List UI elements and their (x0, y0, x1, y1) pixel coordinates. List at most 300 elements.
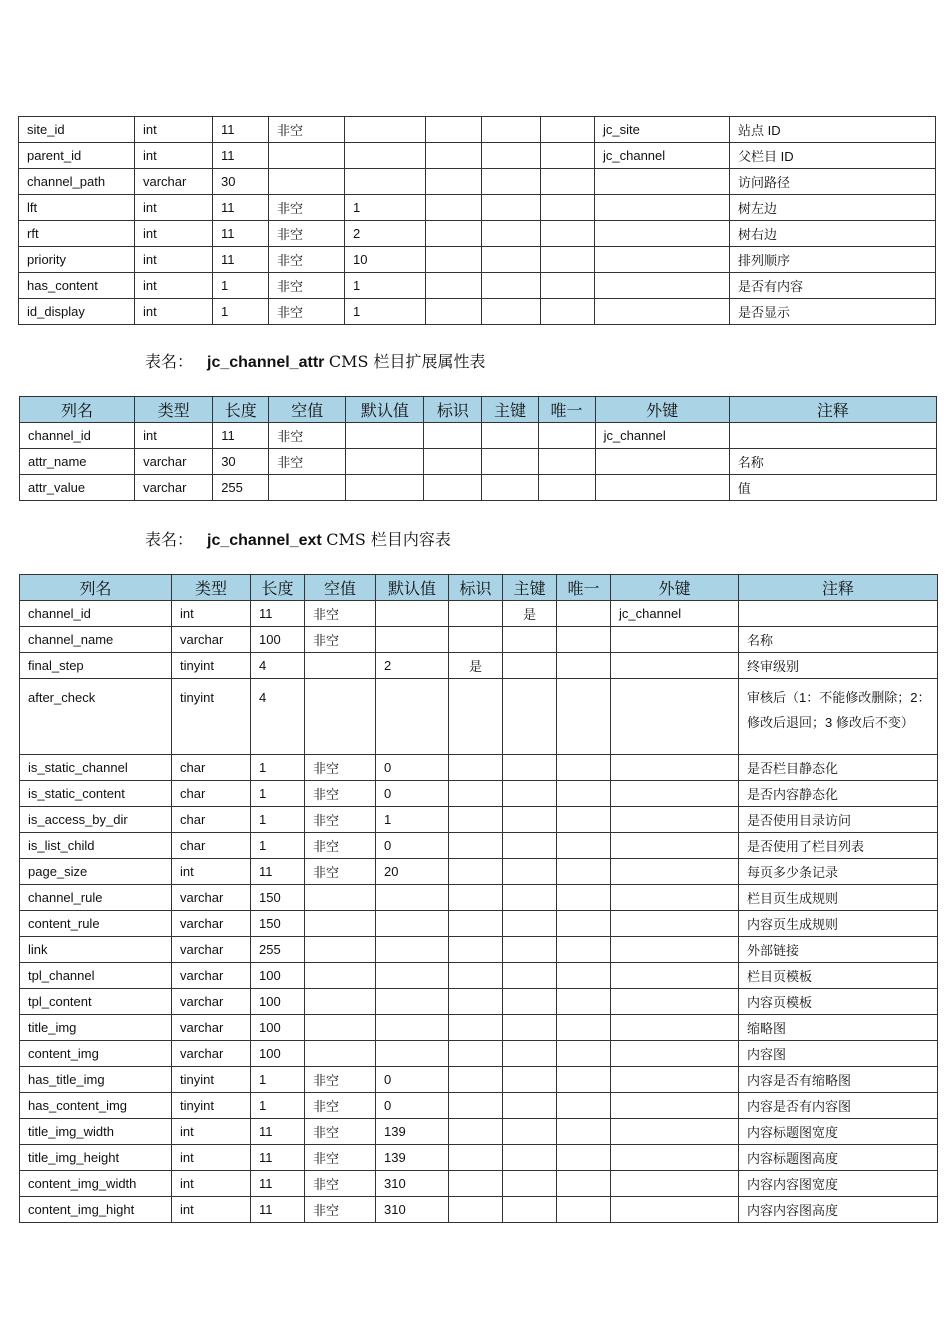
table-cell (611, 859, 739, 885)
table-cell: 内容内容图宽度 (739, 1171, 938, 1197)
table-row (20, 1067, 938, 1093)
table-cell (557, 601, 611, 627)
table-cell (503, 679, 557, 755)
table-cell (449, 1197, 503, 1223)
table-cell: title_img_width (20, 1119, 172, 1145)
table-cell (595, 299, 730, 325)
table-cell (729, 423, 936, 449)
table-cell: 139 (376, 1119, 449, 1145)
table-cell: char (172, 807, 251, 833)
table-cell (611, 755, 739, 781)
columns-table-continued (18, 116, 936, 325)
table-cell: char (172, 833, 251, 859)
table-row (19, 117, 936, 143)
table-cell: 0 (376, 1093, 449, 1119)
table-cell: int (135, 143, 213, 169)
table-cell (426, 247, 482, 273)
table-cell (482, 423, 538, 449)
table-cell (305, 911, 376, 937)
table-cell (482, 117, 541, 143)
table-cell (482, 221, 541, 247)
table-cell: int (135, 221, 213, 247)
table-cell: varchar (135, 449, 213, 475)
table-cell (557, 1119, 611, 1145)
caption-description: CMS 栏目扩展属性表 (328, 352, 486, 371)
table-cell (538, 423, 595, 449)
table-cell (557, 627, 611, 653)
table-row (19, 143, 936, 169)
table-body (19, 117, 936, 325)
table-cell (346, 423, 424, 449)
table-cell: jc_channel (611, 601, 739, 627)
column-header: 默认值 (346, 397, 424, 423)
table-cell (426, 273, 482, 299)
table-cell: 11 (251, 1119, 305, 1145)
table-cell: site_id (19, 117, 135, 143)
table-cell: title_img_height (20, 1145, 172, 1171)
table-cell (449, 807, 503, 833)
table-cell (611, 781, 739, 807)
table-cell (376, 963, 449, 989)
caption-table-name: jc_channel_ext (207, 532, 322, 549)
table-cell (376, 885, 449, 911)
table-cell: tinyint (172, 653, 251, 679)
table-cell (611, 1067, 739, 1093)
table-cell (595, 247, 730, 273)
table-cell: 非空 (305, 1119, 376, 1145)
table-cell: int (172, 859, 251, 885)
table-cell (449, 911, 503, 937)
table-cell: page_size (20, 859, 172, 885)
table-cell: char (172, 781, 251, 807)
table-cell: 11 (213, 195, 269, 221)
table-row (20, 937, 938, 963)
table-cell (557, 1015, 611, 1041)
table-cell (503, 781, 557, 807)
table-cell: priority (19, 247, 135, 273)
table-cell (376, 679, 449, 755)
table-cell (541, 195, 595, 221)
table-row (19, 221, 936, 247)
table-cell: varchar (172, 911, 251, 937)
table-cell (449, 1015, 503, 1041)
table-cell (611, 1093, 739, 1119)
column-header: 默认值 (376, 575, 449, 601)
table-cell (376, 1015, 449, 1041)
table-cell (611, 885, 739, 911)
table-cell (346, 449, 424, 475)
table-cell (305, 653, 376, 679)
table-cell: 1 (213, 273, 269, 299)
table-cell (503, 1171, 557, 1197)
table-cell: final_step (20, 653, 172, 679)
table-cell (557, 807, 611, 833)
table-cell: link (20, 937, 172, 963)
table-cell: int (135, 247, 213, 273)
table-cell: 缩略图 (739, 1015, 938, 1041)
table-cell: 4 (251, 653, 305, 679)
table-cell (503, 937, 557, 963)
table-row (20, 679, 938, 755)
table-cell: 非空 (305, 1171, 376, 1197)
table-cell: channel_id (20, 601, 172, 627)
table-cell: title_img (20, 1015, 172, 1041)
table-cell: 11 (251, 1197, 305, 1223)
table-cell (503, 989, 557, 1015)
table-cell: 内容内容图高度 (739, 1197, 938, 1223)
table-cell (482, 195, 541, 221)
table-cell (611, 627, 739, 653)
table-cell (449, 989, 503, 1015)
table-row (20, 1015, 938, 1041)
table-cell (541, 247, 595, 273)
table-cell: 非空 (305, 781, 376, 807)
table-cell: 值 (729, 475, 936, 501)
table-cell: 外部链接 (739, 937, 938, 963)
table-cell (557, 989, 611, 1015)
table-cell: varchar (135, 475, 213, 501)
table-cell (305, 679, 376, 755)
table-row (20, 1145, 938, 1171)
table-cell: int (135, 273, 213, 299)
table-cell (557, 833, 611, 859)
table-caption (145, 349, 486, 372)
table-cell (426, 195, 482, 221)
table-cell: 非空 (269, 449, 346, 475)
table-cell (482, 273, 541, 299)
table-cell (376, 627, 449, 653)
table-caption (145, 527, 451, 550)
table-row (20, 911, 938, 937)
table-cell: varchar (172, 885, 251, 911)
column-header: 注释 (739, 575, 938, 601)
table-cell: 名称 (739, 627, 938, 653)
column-header: 列名 (20, 575, 172, 601)
column-header: 空值 (305, 575, 376, 601)
table-cell (557, 859, 611, 885)
table-cell (376, 1041, 449, 1067)
table-cell: 11 (213, 143, 269, 169)
table-cell: 20 (376, 859, 449, 885)
column-header: 主键 (482, 397, 538, 423)
table-cell (557, 937, 611, 963)
table-cell: 255 (213, 475, 269, 501)
table-cell: int (172, 601, 251, 627)
table-cell (482, 169, 541, 195)
table-cell (449, 1171, 503, 1197)
table-cell (541, 273, 595, 299)
table-cell: has_content (19, 273, 135, 299)
table-row (20, 1119, 938, 1145)
table-cell (557, 755, 611, 781)
table-cell (557, 653, 611, 679)
table-cell: 11 (251, 859, 305, 885)
table-row (20, 1093, 938, 1119)
column-header: 长度 (251, 575, 305, 601)
table-cell: 100 (251, 1015, 305, 1041)
table-cell: tpl_content (20, 989, 172, 1015)
table-cell: is_list_child (20, 833, 172, 859)
table-cell (595, 273, 730, 299)
table-cell (541, 143, 595, 169)
table-cell (346, 475, 424, 501)
table-row (20, 475, 937, 501)
table-cell: 父栏目 ID (730, 143, 936, 169)
table-cell (611, 653, 739, 679)
table-cell (611, 1145, 739, 1171)
table-cell: 11 (213, 423, 269, 449)
table-cell: 非空 (305, 755, 376, 781)
table-cell (305, 885, 376, 911)
table-cell (611, 911, 739, 937)
table-cell: 非空 (269, 117, 345, 143)
table-cell: 树右边 (730, 221, 936, 247)
table-cell: 非空 (305, 807, 376, 833)
table-cell: 1 (345, 273, 426, 299)
table-cell: lft (19, 195, 135, 221)
header-row (20, 575, 938, 601)
table-cell: 1 (213, 299, 269, 325)
table-cell: channel_path (19, 169, 135, 195)
table-cell: 名称 (729, 449, 936, 475)
table-cell: 内容标题图宽度 (739, 1119, 938, 1145)
table-cell: 非空 (305, 1197, 376, 1223)
table-cell (541, 117, 595, 143)
table-row (19, 247, 936, 273)
table-cell (611, 989, 739, 1015)
table-cell (305, 1041, 376, 1067)
table-row (20, 885, 938, 911)
table-cell: 11 (251, 601, 305, 627)
table-row (20, 653, 938, 679)
table-cell (449, 1067, 503, 1093)
table-cell (611, 1171, 739, 1197)
table-cell: is_static_content (20, 781, 172, 807)
table-body (20, 423, 937, 501)
table-cell: 1 (376, 807, 449, 833)
table-cell: 11 (251, 1145, 305, 1171)
table-cell (269, 475, 346, 501)
table-row (20, 601, 938, 627)
table-cell: after_check (20, 679, 172, 755)
table-cell (503, 1093, 557, 1119)
table-cell: int (172, 1171, 251, 1197)
column-header: 标识 (449, 575, 503, 601)
table-cell (449, 755, 503, 781)
table-cell: is_access_by_dir (20, 807, 172, 833)
table-row (19, 169, 936, 195)
table-cell (503, 627, 557, 653)
table-cell (426, 117, 482, 143)
table-cell (449, 679, 503, 755)
table-cell (611, 679, 739, 755)
table-cell (503, 1197, 557, 1223)
table-cell: varchar (172, 1041, 251, 1067)
table-cell (595, 475, 729, 501)
table-cell: attr_name (20, 449, 135, 475)
table-cell: 非空 (269, 273, 345, 299)
table-cell: id_display (19, 299, 135, 325)
table-cell: 100 (251, 1041, 305, 1067)
table-cell: 150 (251, 911, 305, 937)
table-cell: 内容是否有缩略图 (739, 1067, 938, 1093)
table-cell: 非空 (305, 833, 376, 859)
table-cell: 310 (376, 1171, 449, 1197)
table-row (19, 273, 936, 299)
table-cell: 非空 (269, 299, 345, 325)
column-header: 标识 (424, 397, 482, 423)
table-row (19, 195, 936, 221)
table-cell: 非空 (269, 247, 345, 273)
table-cell (541, 299, 595, 325)
table-cell: 100 (251, 989, 305, 1015)
table-cell: attr_value (20, 475, 135, 501)
table-cell (449, 1119, 503, 1145)
table-cell (611, 807, 739, 833)
table-cell (503, 1015, 557, 1041)
table-cell (376, 601, 449, 627)
table-row (20, 627, 938, 653)
table-cell (611, 1015, 739, 1041)
table-cell: varchar (172, 937, 251, 963)
table-cell: content_img_width (20, 1171, 172, 1197)
table-cell: channel_id (20, 423, 135, 449)
caption-label: 表名： (145, 354, 194, 371)
table-cell (557, 1067, 611, 1093)
table-row (20, 963, 938, 989)
table-cell: int (135, 423, 213, 449)
table-cell: char (172, 755, 251, 781)
table-cell (424, 475, 482, 501)
table-cell (449, 963, 503, 989)
table-cell: 是否使用目录访问 (739, 807, 938, 833)
table-cell: int (135, 299, 213, 325)
table-row (20, 1171, 938, 1197)
table-cell (611, 937, 739, 963)
caption-label: 表名： (145, 532, 194, 549)
table-cell: varchar (172, 963, 251, 989)
table-cell: jc_site (595, 117, 730, 143)
table-cell: varchar (172, 1015, 251, 1041)
table-row (20, 423, 937, 449)
caption-table-name: jc_channel_attr (207, 354, 325, 371)
table-cell (538, 449, 595, 475)
table-cell: 非空 (305, 1067, 376, 1093)
table-row (20, 449, 937, 475)
column-header: 主键 (503, 575, 557, 601)
table-cell: 0 (376, 1067, 449, 1093)
column-header: 外键 (595, 397, 729, 423)
table-cell: 11 (213, 117, 269, 143)
table-cell (503, 1041, 557, 1067)
table-cell (376, 911, 449, 937)
table-cell (557, 911, 611, 937)
caption-description: CMS 栏目内容表 (326, 530, 451, 549)
table-cell: channel_name (20, 627, 172, 653)
table-cell: int (172, 1119, 251, 1145)
table-cell: 139 (376, 1145, 449, 1171)
table-cell: 2 (376, 653, 449, 679)
table-cell: int (172, 1145, 251, 1171)
table-cell (611, 963, 739, 989)
table-cell (541, 169, 595, 195)
table-cell (426, 299, 482, 325)
table-cell: 1 (345, 195, 426, 221)
table-cell (611, 1041, 739, 1067)
table-cell (424, 423, 482, 449)
table-cell: channel_rule (20, 885, 172, 911)
column-header: 长度 (213, 397, 269, 423)
table-cell: tinyint (172, 1067, 251, 1093)
table-cell (557, 1041, 611, 1067)
table-cell (305, 1015, 376, 1041)
table-cell: varchar (172, 989, 251, 1015)
table-cell: 是否栏目静态化 (739, 755, 938, 781)
table-cell: rft (19, 221, 135, 247)
table-cell (503, 885, 557, 911)
table-cell: varchar (135, 169, 213, 195)
table-cell: 30 (213, 449, 269, 475)
table-cell: varchar (172, 627, 251, 653)
column-header: 类型 (172, 575, 251, 601)
table-cell (449, 601, 503, 627)
table-cell (449, 1093, 503, 1119)
table-cell (503, 653, 557, 679)
table-cell (449, 1145, 503, 1171)
table-cell (449, 781, 503, 807)
table-cell: 255 (251, 937, 305, 963)
table-cell (557, 781, 611, 807)
table-cell: 栏目页模板 (739, 963, 938, 989)
table-row (20, 755, 938, 781)
table-cell (557, 885, 611, 911)
table-cell (595, 449, 729, 475)
table-cell: jc_channel (595, 423, 729, 449)
table-cell: int (135, 195, 213, 221)
table-cell: 终审级别 (739, 653, 938, 679)
column-header: 空值 (269, 397, 346, 423)
table-cell (503, 833, 557, 859)
table-cell (269, 169, 345, 195)
table-cell: 非空 (305, 1145, 376, 1171)
table-cell: 0 (376, 755, 449, 781)
table-cell (482, 475, 538, 501)
table-cell: 站点 ID (730, 117, 936, 143)
table-cell: 0 (376, 833, 449, 859)
table-cell (503, 1067, 557, 1093)
header-row (20, 397, 937, 423)
table-cell: 4 (251, 679, 305, 755)
table-cell: 树左边 (730, 195, 936, 221)
table-cell (557, 963, 611, 989)
table-cell (345, 117, 426, 143)
table-cell: content_img_hight (20, 1197, 172, 1223)
table-cell (739, 601, 938, 627)
table-cell (557, 1171, 611, 1197)
table-cell: tinyint (172, 1093, 251, 1119)
table-cell: 1 (251, 1093, 305, 1119)
table-cell (595, 195, 730, 221)
table-cell: 非空 (269, 221, 345, 247)
table-cell: 内容图 (739, 1041, 938, 1067)
table-cell: parent_id (19, 143, 135, 169)
column-header: 类型 (135, 397, 213, 423)
table-cell (426, 169, 482, 195)
table-cell: has_title_img (20, 1067, 172, 1093)
table-cell (376, 989, 449, 1015)
table-cell (538, 475, 595, 501)
table-cell: 1 (345, 299, 426, 325)
